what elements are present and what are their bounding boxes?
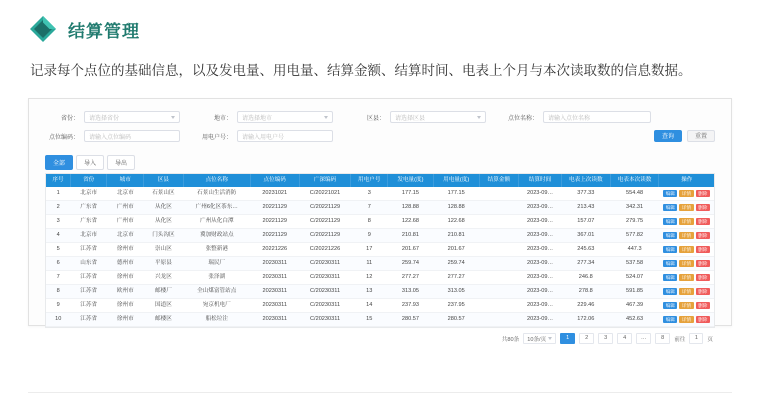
cell-site-name: 全山煤富管站点 [183, 285, 250, 299]
cell-district: 从化区 [144, 215, 184, 229]
cell-generation: 201.67 [388, 243, 434, 257]
filter-site-name-label: 点位名称： [507, 115, 538, 122]
page-4[interactable]: 4 [617, 333, 632, 344]
cell-consumption: 210.81 [433, 229, 479, 243]
cell-site-code: 20230311 [250, 257, 299, 271]
page-header [28, 14, 732, 44]
reset-button[interactable]: 重置 [687, 130, 715, 142]
cell-operations [659, 201, 714, 215]
cell-generation: 177.15 [388, 187, 434, 201]
cell-operations [659, 285, 714, 299]
cell-gs-code: C/20221021 [299, 187, 351, 201]
cell-consumption: 128.88 [433, 201, 479, 215]
cell-site-name: 广州6化区茶东… [183, 201, 250, 215]
cell-city: 德州市 [107, 257, 144, 271]
cell-generation: 313.05 [388, 285, 434, 299]
cell-site-code: 20230311 [250, 299, 299, 313]
edit-button[interactable]: 编辑 [663, 190, 677, 197]
cell-city: 北京市 [107, 229, 144, 243]
filter-row-2 [45, 130, 715, 142]
filter-city-select[interactable] [237, 111, 333, 123]
filter-province[interactable] [45, 111, 180, 123]
edit-button[interactable]: 编辑 [663, 288, 677, 295]
col-index: 序号 [46, 174, 70, 187]
cell-current-reading: 447.3 [610, 243, 659, 257]
table-body [46, 187, 714, 327]
col-amount: 结算金额 [479, 174, 519, 187]
cell-account-no: 8 [351, 215, 388, 229]
col-city: 城市 [107, 174, 144, 187]
tab-import[interactable]: 导入 [76, 155, 104, 170]
cell-site-code: 20221226 [250, 243, 299, 257]
cell-index: 4 [46, 229, 70, 243]
cell-amount [479, 187, 519, 201]
page-unit-label: 页 [707, 336, 713, 343]
filter-city-value: 请选择地市 [242, 115, 273, 122]
filter-site-code-value: 请输入点位编码 [89, 134, 132, 141]
table-row[interactable] [46, 271, 714, 285]
edit-button[interactable]: 编辑 [663, 274, 677, 281]
cell-consumption: 280.57 [433, 313, 479, 327]
filter-province-value: 请选择省份 [89, 115, 120, 122]
cell-current-reading: 524.07 [610, 271, 659, 285]
cell-index: 5 [46, 243, 70, 257]
edit-button[interactable]: 编辑 [663, 246, 677, 253]
cell-city: 徐州市 [107, 299, 144, 313]
page-8[interactable]: 8 [655, 333, 670, 344]
delete-button[interactable]: 删除 [696, 190, 710, 197]
cell-last-reading: 245.63 [561, 243, 610, 257]
cell-last-reading: 277.34 [561, 257, 610, 271]
cell-settle-time: 2023-09… [519, 187, 562, 201]
delete-button[interactable]: 删除 [696, 260, 710, 267]
cell-site-code: 20221129 [250, 229, 299, 243]
delete-button[interactable]: 删除 [696, 232, 710, 239]
cell-last-reading: 229.46 [561, 299, 610, 313]
pagination [39, 333, 713, 344]
cell-account-no: 15 [351, 313, 388, 327]
filter-account-no-value: 请输入用电户号 [242, 134, 285, 141]
filter-district[interactable] [351, 111, 486, 123]
filter-account-no[interactable] [198, 130, 333, 142]
cell-consumption: 259.74 [433, 257, 479, 271]
delete-button[interactable]: 删除 [696, 204, 710, 211]
cell-generation: 122.68 [388, 215, 434, 229]
cell-consumption: 313.05 [433, 285, 479, 299]
cell-province: 江苏省 [70, 271, 107, 285]
edit-button[interactable]: 编辑 [663, 260, 677, 267]
cell-settle-time: 2023-09… [519, 285, 562, 299]
cell-current-reading: 342.31 [610, 201, 659, 215]
cell-amount [479, 313, 519, 327]
filter-district-label: 区县： [366, 115, 385, 122]
col-operations: 操作 [659, 174, 714, 187]
cell-account-no: 9 [351, 229, 388, 243]
cell-settle-time: 2023-09… [519, 313, 562, 327]
cell-consumption: 277.27 [433, 271, 479, 285]
page-size-select[interactable] [523, 333, 556, 344]
cell-index: 1 [46, 187, 70, 201]
cell-index: 7 [46, 271, 70, 285]
table-toolbar [45, 155, 721, 170]
total-count-label: 共80条 [501, 336, 520, 343]
cell-amount [479, 243, 519, 257]
detail-button[interactable]: 详情 [679, 302, 693, 309]
cell-site-code: 20221129 [250, 215, 299, 229]
cell-site-name: 冀加财政站点 [183, 229, 250, 243]
col-site-code: 点位编码 [250, 174, 299, 187]
page-2[interactable]: 2 [579, 333, 594, 344]
cell-generation: 277.27 [388, 271, 434, 285]
cell-operations [659, 215, 714, 229]
cell-account-no: 13 [351, 285, 388, 299]
col-district: 区县 [144, 174, 184, 187]
filter-province-select[interactable] [84, 111, 180, 123]
table-row[interactable] [46, 215, 714, 229]
cell-last-reading: 246.8 [561, 271, 610, 285]
filter-district-select[interactable] [390, 111, 486, 123]
cell-district: 石景山区 [144, 187, 184, 201]
goto-label: 前往 [674, 336, 686, 343]
cell-settle-time: 2023-09… [519, 201, 562, 215]
cell-site-name: 船松垃注 [183, 313, 250, 327]
cell-district: 邮楼区 [144, 313, 184, 327]
cell-current-reading: 467.39 [610, 299, 659, 313]
filter-site-code-input[interactable] [84, 130, 180, 142]
cell-operations [659, 243, 714, 257]
cell-district: 兴龙区 [144, 271, 184, 285]
cell-site-code: 20230311 [250, 271, 299, 285]
edit-button[interactable]: 编辑 [663, 302, 677, 309]
cell-last-reading: 157.07 [561, 215, 610, 229]
delete-button[interactable]: 删除 [696, 316, 710, 323]
cell-last-reading: 367.01 [561, 229, 610, 243]
cell-generation: 280.57 [388, 313, 434, 327]
col-current-reading: 电表本次读数 [610, 174, 659, 187]
diamond-icon [28, 14, 58, 44]
cell-city: 徐州市 [107, 313, 144, 327]
col-site-name: 点位名称 [183, 174, 250, 187]
delete-button[interactable]: 删除 [696, 302, 710, 309]
cell-settle-time: 2023-09… [519, 215, 562, 229]
cell-operations [659, 257, 714, 271]
table-row[interactable] [46, 285, 714, 299]
edit-button[interactable]: 编辑 [663, 218, 677, 225]
delete-button[interactable]: 删除 [696, 288, 710, 295]
page-size-value: 10条/页 [527, 336, 547, 343]
cell-generation: 128.88 [388, 201, 434, 215]
cell-district: 崇山区 [144, 243, 184, 257]
edit-button[interactable]: 编辑 [663, 316, 677, 323]
cell-consumption: 201.67 [433, 243, 479, 257]
cell-site-code: 20230311 [250, 285, 299, 299]
cell-account-no: 17 [351, 243, 388, 257]
delete-button[interactable]: 删除 [696, 274, 710, 281]
detail-button[interactable]: 详情 [679, 232, 693, 239]
filter-actions [654, 130, 715, 142]
page-description: 记录每个点位的基础信息，以及发电量、用电量、结算金额、结算时间、电表上个月与本次读取数的信息数据。 [30, 63, 692, 78]
cell-gs-code: C/20230311 [299, 271, 351, 285]
cell-amount [479, 215, 519, 229]
col-generation: 发电量(度) [388, 174, 434, 187]
cell-city: 北京市 [107, 187, 144, 201]
cell-site-code: 20230311 [250, 313, 299, 327]
cell-index: 10 [46, 313, 70, 327]
cell-current-reading: 452.63 [610, 313, 659, 327]
cell-site-name: 张泽湖 [183, 271, 250, 285]
cell-district: 国道区 [144, 299, 184, 313]
cell-province: 江苏省 [70, 313, 107, 327]
page-title: 结算管理 [68, 21, 140, 41]
cell-site-name: 广州从化白潭 [183, 215, 250, 229]
col-province: 省份 [70, 174, 107, 187]
cell-account-no: 14 [351, 299, 388, 313]
cell-amount [479, 257, 519, 271]
cell-account-no: 7 [351, 201, 388, 215]
chevron-down-icon [324, 116, 328, 119]
chevron-down-icon [477, 116, 481, 119]
cell-generation: 259.74 [388, 257, 434, 271]
cell-province: 江苏省 [70, 285, 107, 299]
filter-city-label: 地市： [213, 115, 232, 122]
cell-city: 徐州市 [107, 271, 144, 285]
col-gs-code: 广深编码 [299, 174, 351, 187]
cell-site-name: 张整新港 [183, 243, 250, 257]
table-row[interactable] [46, 187, 714, 201]
cell-district: 平原县 [144, 257, 184, 271]
cell-account-no: 11 [351, 257, 388, 271]
cell-generation: 210.81 [388, 229, 434, 243]
cell-gs-code: C/20221129 [299, 215, 351, 229]
col-consumption: 用电量(度) [433, 174, 479, 187]
delete-button[interactable]: 删除 [696, 218, 710, 225]
cell-last-reading: 213.43 [561, 201, 610, 215]
cell-district: 从化区 [144, 201, 184, 215]
chevron-down-icon [171, 116, 175, 119]
cell-settle-time: 2023-09… [519, 229, 562, 243]
edit-button[interactable]: 编辑 [663, 232, 677, 239]
filter-account-no-label: 用电户号： [201, 134, 232, 141]
filter-site-name-value: 请输入点位名称 [548, 115, 591, 122]
edit-button[interactable]: 编辑 [663, 204, 677, 211]
cell-last-reading: 377.33 [561, 187, 610, 201]
detail-button[interactable]: 详情 [679, 260, 693, 267]
cell-city: 广州市 [107, 201, 144, 215]
cell-operations [659, 299, 714, 313]
cell-province: 广东省 [70, 201, 107, 215]
cell-province: 广东省 [70, 215, 107, 229]
cell-operations [659, 229, 714, 243]
cell-amount [479, 229, 519, 243]
delete-button[interactable]: 删除 [696, 246, 710, 253]
page-3[interactable]: 3 [598, 333, 613, 344]
cell-consumption: 177.15 [433, 187, 479, 201]
cell-index: 3 [46, 215, 70, 229]
filter-panel [39, 107, 721, 151]
cell-current-reading: 577.82 [610, 229, 659, 243]
cell-last-reading: 172.06 [561, 313, 610, 327]
tab-all[interactable]: 全部 [45, 155, 73, 170]
cell-gs-code: C/20230311 [299, 299, 351, 313]
table-row[interactable] [46, 229, 714, 243]
cell-current-reading: 537.58 [610, 257, 659, 271]
detail-button[interactable]: 详情 [679, 218, 693, 225]
detail-button[interactable]: 详情 [679, 288, 693, 295]
data-table [45, 173, 715, 328]
filter-row-1 [45, 111, 715, 123]
cell-province: 北京市 [70, 229, 107, 243]
table-row[interactable] [46, 299, 714, 313]
col-last-reading: 电表上次读数 [561, 174, 610, 187]
cell-current-reading: 554.48 [610, 187, 659, 201]
filter-site-name-input[interactable] [543, 111, 651, 123]
table-header-row [46, 174, 714, 187]
goto-input[interactable]: 1 [689, 333, 703, 344]
table-row[interactable] [46, 201, 714, 215]
cell-index: 2 [46, 201, 70, 215]
filter-district-value: 请选择区县 [395, 115, 426, 122]
cell-site-name: 石景山生活消防 [183, 187, 250, 201]
cell-city: 广州市 [107, 215, 144, 229]
cell-current-reading: 591.85 [610, 285, 659, 299]
cell-settle-time: 2023-09… [519, 257, 562, 271]
cell-generation: 237.93 [388, 299, 434, 313]
cell-district: 门头沟区 [144, 229, 184, 243]
cell-province: 山东省 [70, 257, 107, 271]
table-row[interactable] [46, 243, 714, 257]
cell-current-reading: 279.75 [610, 215, 659, 229]
cell-index: 9 [46, 299, 70, 313]
filter-city[interactable] [198, 111, 333, 123]
bottom-divider [28, 392, 732, 393]
detail-button[interactable]: 详情 [679, 190, 693, 197]
table-row[interactable] [46, 313, 714, 327]
detail-button[interactable]: 详情 [679, 274, 693, 281]
filter-province-label: 省份： [60, 115, 79, 122]
cell-site-name: 瑞民厂 [183, 257, 250, 271]
cell-site-code: 20231021 [250, 187, 299, 201]
filter-site-code[interactable] [45, 130, 180, 142]
cell-last-reading: 278.8 [561, 285, 610, 299]
cell-gs-code: C/20221226 [299, 243, 351, 257]
tab-export[interactable]: 导出 [107, 155, 135, 170]
cell-province: 江苏省 [70, 243, 107, 257]
cell-city: 欧州市 [107, 285, 144, 299]
filter-site-code-label: 点位编码： [48, 134, 79, 141]
cell-settle-time: 2023-09… [519, 271, 562, 285]
cell-gs-code: C/20221129 [299, 229, 351, 243]
cell-settle-time: 2023-09… [519, 243, 562, 257]
detail-button[interactable]: 详情 [679, 316, 693, 323]
cell-operations [659, 271, 714, 285]
table-row[interactable] [46, 257, 714, 271]
app-screenshot [28, 98, 732, 343]
cell-gs-code: C/20230311 [299, 313, 351, 327]
cell-settle-time: 2023-09… [519, 299, 562, 313]
chevron-down-icon [548, 337, 552, 340]
cell-operations [659, 187, 714, 201]
detail-button[interactable]: 详情 [679, 246, 693, 253]
cell-gs-code: C/20230311 [299, 285, 351, 299]
cell-consumption: 122.68 [433, 215, 479, 229]
cell-site-code: 20221129 [250, 201, 299, 215]
detail-button[interactable]: 详情 [679, 204, 693, 211]
cell-amount [479, 201, 519, 215]
filter-account-no-input[interactable] [237, 130, 333, 142]
cell-index: 6 [46, 257, 70, 271]
filter-site-name[interactable] [504, 111, 651, 123]
cell-site-name: 宛京机电厂 [183, 299, 250, 313]
cell-district: 邮楼厂 [144, 285, 184, 299]
cell-index: 8 [46, 285, 70, 299]
cell-city: 徐州市 [107, 243, 144, 257]
cell-consumption: 237.95 [433, 299, 479, 313]
cell-amount [479, 299, 519, 313]
cell-amount [479, 285, 519, 299]
page-ellipsis: … [636, 333, 651, 344]
page-1[interactable]: 1 [560, 333, 575, 344]
cell-account-no: 12 [351, 271, 388, 285]
cell-amount [479, 271, 519, 285]
col-settle-time: 结算时间 [519, 174, 562, 187]
cell-province: 江苏省 [70, 299, 107, 313]
cell-province: 北京市 [70, 187, 107, 201]
cell-gs-code: C/20230311 [299, 257, 351, 271]
col-account-no: 用电户号 [351, 174, 388, 187]
cell-gs-code: C/20221129 [299, 201, 351, 215]
cell-account-no: 3 [351, 187, 388, 201]
cell-operations [659, 313, 714, 327]
search-button[interactable]: 查询 [654, 130, 682, 142]
